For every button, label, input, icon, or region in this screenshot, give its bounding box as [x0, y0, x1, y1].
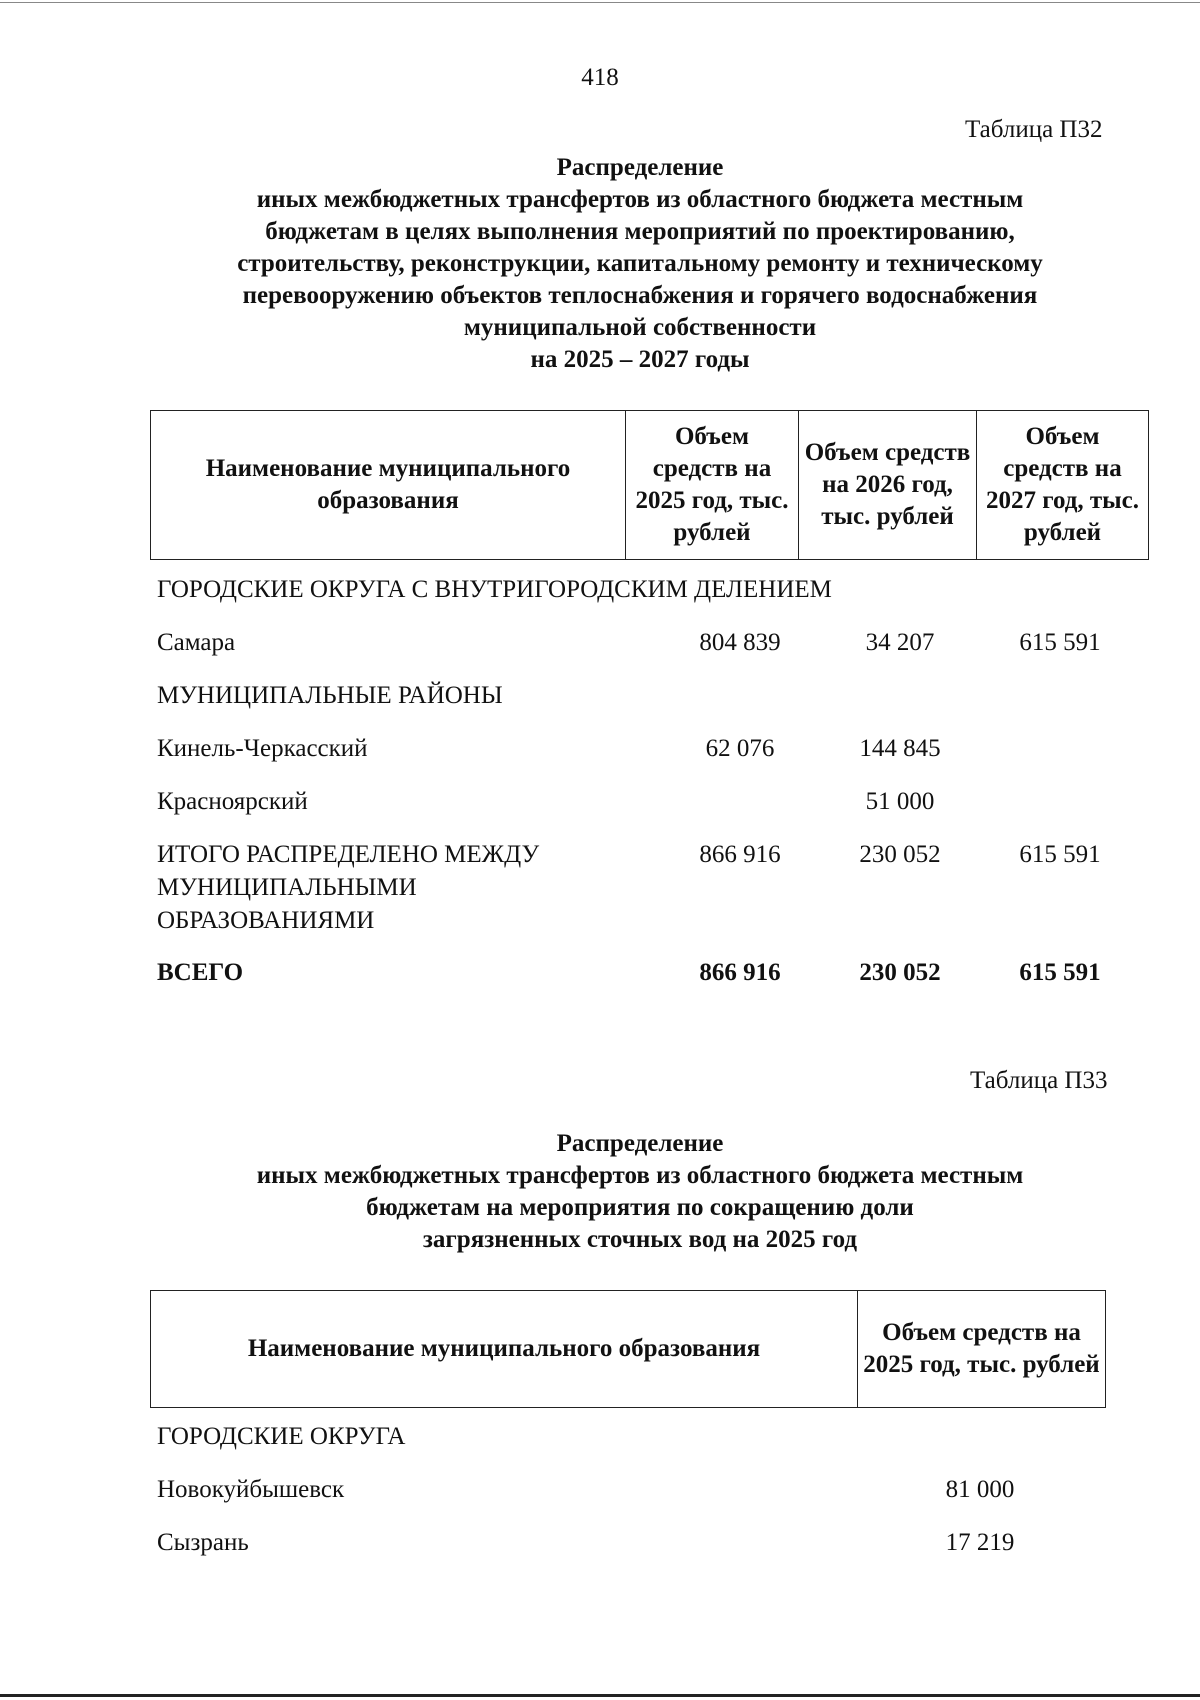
table32-section-heading: ГОРОДСКИЕ ОКРУГА С ВНУТРИГОРОДСКИМ ДЕЛЕНИЕМ [157, 576, 832, 603]
table32-grand-total-label: ВСЕГО [157, 959, 244, 986]
table32-grand-total-2025: 866 916 [699, 959, 781, 986]
table32-label: Таблица П32 [965, 116, 1103, 143]
table33-row-name: Новокуйбышевск [157, 1476, 345, 1503]
table32-total-2026: 230 052 [859, 841, 941, 868]
table32-title-line: иных межбюджетных трансфертов из областного бюджета местным [256, 186, 1024, 213]
page-number: 418 [581, 64, 619, 91]
table33-row-2025: 17 219 [945, 1529, 1015, 1556]
table32-header-2025: Объем средств на 2025 год, тыс. рублей [626, 411, 799, 560]
table32-header-2027: Объем средств на 2027 год, тыс. рублей [977, 411, 1149, 560]
table33-label: Таблица П33 [970, 1067, 1108, 1094]
table33-header-2025: Объем средств на 2025 год, тыс. рублей [858, 1291, 1106, 1408]
table32-row-name: Самара [157, 629, 236, 656]
table32-title-line: на 2025 – 2027 годы [530, 346, 750, 373]
table32-row-2026: 144 845 [859, 735, 941, 762]
table32-total-2025: 866 916 [699, 841, 781, 868]
table32-total-distributed-label [157, 838, 539, 937]
page-bottom-edge [0, 1694, 1200, 1697]
table33-header-name: Наименование муниципального образования [151, 1291, 858, 1408]
table33-title-line: загрязненных сточных вод на 2025 год [422, 1226, 858, 1253]
table32-title-line: Распределение [556, 154, 724, 181]
table33-section-heading: ГОРОДСКИЕ ОКРУГА [157, 1423, 406, 1450]
table32-header [150, 410, 1149, 560]
table33-row-2025: 81 000 [945, 1476, 1015, 1503]
table32-total-line: МУНИЦИПАЛЬНЫМИ [157, 874, 417, 901]
table32-row-2026: 51 000 [865, 788, 935, 815]
table32-header-2026: Объем средств на 2026 год, тыс. рублей [799, 411, 977, 560]
table32-total-line: ИТОГО РАСПРЕДЕЛЕНО МЕЖДУ [157, 841, 540, 868]
table32-total-line: ОБРАЗОВАНИЯМИ [157, 907, 375, 934]
table32-grand-total-2027: 615 591 [1019, 959, 1101, 986]
table32-row-2027: 615 591 [1019, 629, 1101, 656]
table32-row-name: Кинель-Черкасский [157, 735, 368, 762]
table32-row-name: Красноярский [157, 788, 308, 815]
page-top-edge [0, 2, 1200, 3]
table32-grand-total-2026: 230 052 [859, 959, 941, 986]
table32-title-line: бюджетам в целях выполнения мероприятий по проектированию, [265, 218, 1015, 245]
table32-row-2025: 804 839 [699, 629, 781, 656]
table33-title-line: бюджетам на мероприятия по сокращению доли [366, 1194, 914, 1221]
table32-title-line: строительству, реконструкции, капитальному ремонту и техническому [237, 250, 1043, 277]
table32-title-line: муниципальной собственности [463, 314, 817, 341]
table32-row-2025: 62 076 [705, 735, 775, 762]
table33-header [150, 1290, 1106, 1408]
table32-total-2027: 615 591 [1019, 841, 1101, 868]
table33-row-name: Сызрань [157, 1529, 249, 1556]
table33-title-line: иных межбюджетных трансфертов из областного бюджета местным [256, 1162, 1024, 1189]
table33-title [140, 1128, 1140, 1256]
table32-title-line: перевооружению объектов теплоснабжения и горячего водоснабжения [242, 282, 1038, 309]
table33-title-line: Распределение [556, 1130, 724, 1157]
table32-header-name: Наименование муниципального образования [151, 411, 626, 560]
table32-section-heading: МУНИЦИПАЛЬНЫЕ РАЙОНЫ [157, 682, 503, 709]
table32-row-2026: 34 207 [865, 629, 935, 656]
table32-title [140, 152, 1140, 376]
